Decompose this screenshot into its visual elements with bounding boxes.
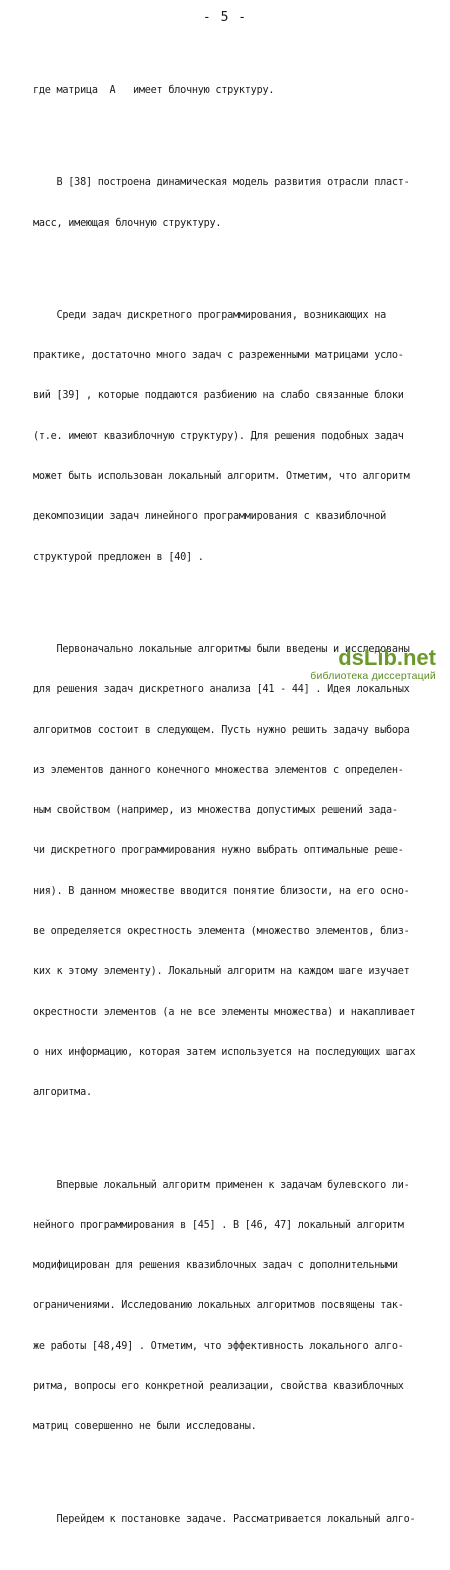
text-line: же работы [48,49] . Отметим, что эффективность локального алго- [33, 1340, 404, 1352]
page-number: - 5 - [202, 10, 248, 25]
text-line: Среди задач дискретного программирования, возникающих на [33, 309, 387, 321]
text-line: алгоритмов состоит в следующем. Пусть нужно решить задачу выбора [33, 724, 410, 736]
text-line: ве определяется окрестность элемента (множество элементов, близ- [33, 926, 410, 938]
watermark [310, 646, 436, 682]
paragraph [33, 152, 428, 255]
text-line: модифицирован для решения квазиблочных задач с дополнительными [33, 1260, 398, 1272]
text-line: ритма, вопросы его конкретной реализации, свойства квазиблочных [33, 1381, 404, 1393]
text-line: алгоритма. [33, 1087, 92, 1099]
paragraph [33, 285, 428, 589]
text-line: структурой предложен в [40] . [33, 551, 204, 563]
text-line: ограничениями. Исследованию локальных алгоритмов посвящены так- [33, 1300, 404, 1312]
text-line: ным свойством (например, из множества допустимых решений зада- [33, 805, 398, 817]
text-line: В [38] построена динамическая модель развития отрасли пласт- [33, 177, 410, 189]
text-line: декомпозиции задач линейного программирования с квазиблочной [33, 511, 387, 523]
text-line: ких к этому элементу). Локальный алгоритм на каждом шаге изучает [33, 966, 410, 978]
text-line: из элементов данного конечного множества элементов с определен- [33, 764, 404, 776]
text-line: нейного программирования в [45] . В [46, 47] локальный алгоритм [33, 1219, 404, 1231]
text-line: где матрица A имеет блочную структуру. [33, 85, 275, 96]
text-line: чи дискретного программирования нужно выбрать оптимальные реше- [33, 845, 404, 857]
paragraph [33, 1489, 428, 1551]
text-line: Первоначально локальные алгоритмы были введены и исследованы [33, 643, 410, 655]
text-line: для решения задач дискретного анализа [41 - 44] . Идея локальных [33, 684, 410, 696]
text-line: может быть использован локальный алгоритм. Отметим, что алгоритм [33, 471, 410, 483]
document-body [33, 38, 428, 1570]
watermark-logo: dsLib.net [338, 645, 436, 670]
text-line: окрестности элементов (а не все элементы множества) и накапливает [33, 1006, 416, 1018]
text-line: практике, достаточно много задач с разреженными матрицами усло- [33, 350, 404, 362]
text-line: матриц совершенно не были исследованы. [33, 1421, 257, 1433]
text-line: Впервые локальный алгоритм применен к задачам булевского ли- [33, 1179, 410, 1191]
text-line: вий [39] , которые поддаются разбиению на слабо связанные блоки [33, 390, 404, 402]
text-line: (т.е. имеют квазиблочную структуру). Для решения подобных задач [33, 430, 404, 442]
text-line: масс, имеющая блочную структуру. [33, 217, 222, 229]
paragraph [33, 60, 428, 122]
paragraph [33, 1155, 428, 1459]
text-line: о них информацию, которая затем используется на последующих шагах [33, 1046, 416, 1058]
text-line: ния). В данном множестве вводится понятие близости, на его осно- [33, 885, 410, 897]
paragraph [33, 619, 428, 1125]
text-line: Перейдем к постановке задаче. Рассматривается локальный алго- [33, 1513, 416, 1525]
watermark-subtitle: библиотека диссертаций [310, 670, 436, 682]
